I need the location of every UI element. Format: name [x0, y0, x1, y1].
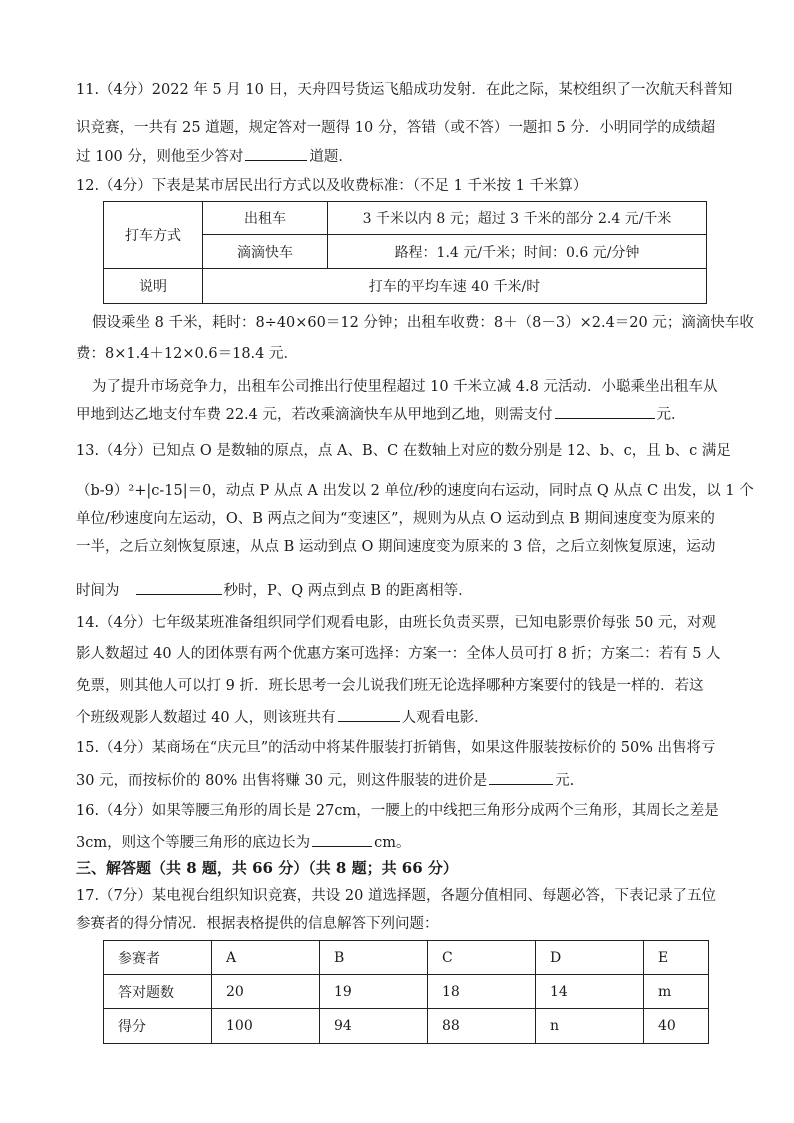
q12-text: 甲地到达乙地支付车费 22.4 元，若改乘滴滴快车从甲地到乙地，则需支付	[76, 407, 553, 423]
q14-answer-blank	[338, 707, 400, 722]
fare-taxi-fee: 3 千米以内 8 元；超过 3 千米的部分 2.4 元/千米	[328, 202, 707, 235]
table-cell: 得分	[104, 1009, 212, 1044]
q12-line2: 假设乘坐 8 千米，耗时：8÷40×60＝12 分钟；出租车收费：8＋（8－3）×2.4＝20 元；滴滴快车收	[92, 315, 754, 331]
q15-text-end: 元.	[555, 773, 575, 789]
q13-text: 时间为	[76, 583, 120, 599]
q16-answer-blank	[312, 832, 372, 847]
q16-text: 3cm，则这个等腰三角形的底边长为	[76, 835, 311, 851]
table-cell: 14	[536, 975, 644, 1009]
q13-line2: （b-9）²+|c-15|＝0，动点 P 从点 A 出发以 2 单位/秒的速度向右运动，同时点 Q 从点 C 出发，以 1 个	[76, 483, 754, 499]
fare-table	[103, 201, 707, 304]
q15-line1: 15.（4分）某商场在“庆元旦”的活动中将某件服装打折销售，如果这件服装按标价的 50% 出售将亏	[76, 740, 716, 756]
table-cell: 答对题数	[104, 975, 212, 1009]
q11-line3	[76, 146, 353, 167]
table-row	[104, 941, 709, 975]
q13-line1: 13.（4分）已知点 O 是数轴的原点，点 A、B、C 在数轴上对应的数分别是 12、b、c，且 b、c 满足	[76, 443, 731, 459]
q11-line2: 识竞赛，一共有 25 道题，规定答对一题得 10 分，答错（或不答）一题扣 5 分．小明同学的成绩超	[76, 120, 716, 136]
q13-line3: 单位/秒速度向左运动，O、B 两点之间为“变速区”，规则为从点 O 运动到点 B 期间速度变为原来的	[76, 511, 715, 527]
q13-line5	[76, 580, 473, 601]
q14-line3: 免票，则其他人可以打 9 折．班长思考一会儿说我们班无论选择哪种方案要付的钱是一样的．若这	[76, 678, 704, 694]
table-cell: n	[536, 1009, 644, 1044]
table-cell: B	[320, 941, 428, 975]
q14-text-end: 人观看电影．	[401, 710, 489, 726]
q14-line4	[76, 707, 489, 728]
table-cell: 19	[320, 975, 428, 1009]
table-cell: 88	[428, 1009, 536, 1044]
table-cell: D	[536, 941, 644, 975]
q11-answer-blank	[245, 146, 307, 161]
q14-line2: 影人数超过 40 人的团体票有两个优惠方案可选择：方案一：全体人员可打 8 折；方案二：若有 5 人	[76, 646, 721, 662]
q17-line2: 参赛者的得分情况．根据表格提供的信息解答下列问题：	[76, 916, 439, 932]
q12-text-end: 元．	[656, 407, 686, 423]
table-row	[104, 1009, 709, 1044]
table-cell: C	[428, 941, 536, 975]
table-cell: 94	[320, 1009, 428, 1044]
table-row	[104, 975, 709, 1009]
q12-line4: 为了提升市场竞争力，出租车公司推出行使里程超过 10 千米立减 4.8 元活动．小聪乘坐出租车从	[92, 379, 718, 395]
q15-line2	[76, 770, 574, 791]
q13-answer-blank	[136, 580, 222, 595]
score-table	[103, 940, 709, 1044]
fare-mode-label: 打车方式	[104, 202, 203, 269]
q17-line1: 17.（7分）某电视台组织知识竞赛，共设 20 道选择题，各题分值相同、每题必答，下表记录了五位	[76, 888, 716, 904]
q11-line1: 11.（4分）2022 年 5 月 10 日，天舟四号货运飞船成功发射．在此之际，某校组织了一次航天科普知	[76, 82, 733, 98]
fare-didi-label: 滴滴快车	[203, 235, 328, 269]
section-heading: 三、解答题（共 8 题，共 66 分）（共 8 题；共 66 分）	[76, 859, 458, 877]
table-cell: 20	[212, 975, 320, 1009]
q13-line4: 一半，之后立刻恢复原速，从点 B 运动到点 O 期间速度变为原来的 3 倍，之后立刻恢复原速，运动	[76, 539, 716, 555]
table-cell: 40	[644, 1009, 709, 1044]
table-cell: m	[644, 975, 709, 1009]
q15-answer-blank	[489, 770, 553, 785]
q15-text: 30 元，而按标价的 80% 出售将赚 30 元，则这件服装的进价是	[76, 773, 488, 789]
fare-note-label: 说明	[104, 269, 203, 304]
table-cell: 100	[212, 1009, 320, 1044]
q13-text-end: 秒时，P、Q 两点到点 B 的距离相等．	[223, 583, 473, 599]
table-cell: 参赛者	[104, 941, 212, 975]
q14-line1: 14.（4分）七年级某班准备组织同学们观看电影，由班长负责买票，已知电影票价每张 50 元，对观	[76, 615, 716, 631]
table-cell: E	[644, 941, 709, 975]
fare-didi-fee: 路程：1.4 元/千米；时间：0.6 元/分钟	[328, 235, 707, 269]
q14-text: 个班级观影人数超过 40 人，则该班共有	[76, 710, 336, 726]
fare-taxi-label: 出租车	[203, 202, 328, 235]
q11-text-end: 道题．	[309, 149, 353, 165]
q12-answer-blank	[555, 404, 655, 419]
q12-line1: 12.（4分）下表是某市居民出行方式以及收费标准：（不足 1 千米按 1 千米算）	[76, 178, 588, 194]
q16-line2	[76, 832, 410, 853]
q12-line5	[76, 404, 686, 425]
table-cell: A	[212, 941, 320, 975]
q16-line1: 16.（4分）如果等腰三角形的周长是 27cm，一腰上的中线把三角形分成两个三角形，其周长之差是	[76, 803, 719, 819]
q11-text: 过 100 分，则他至少答对	[76, 149, 244, 165]
q16-text-end: cm。	[374, 835, 411, 851]
table-cell: 18	[428, 975, 536, 1009]
fare-note: 打车的平均车速 40 千米/时	[203, 269, 707, 304]
q12-line3: 费：8×1.4＋12×0.6＝18.4 元．	[76, 346, 298, 362]
